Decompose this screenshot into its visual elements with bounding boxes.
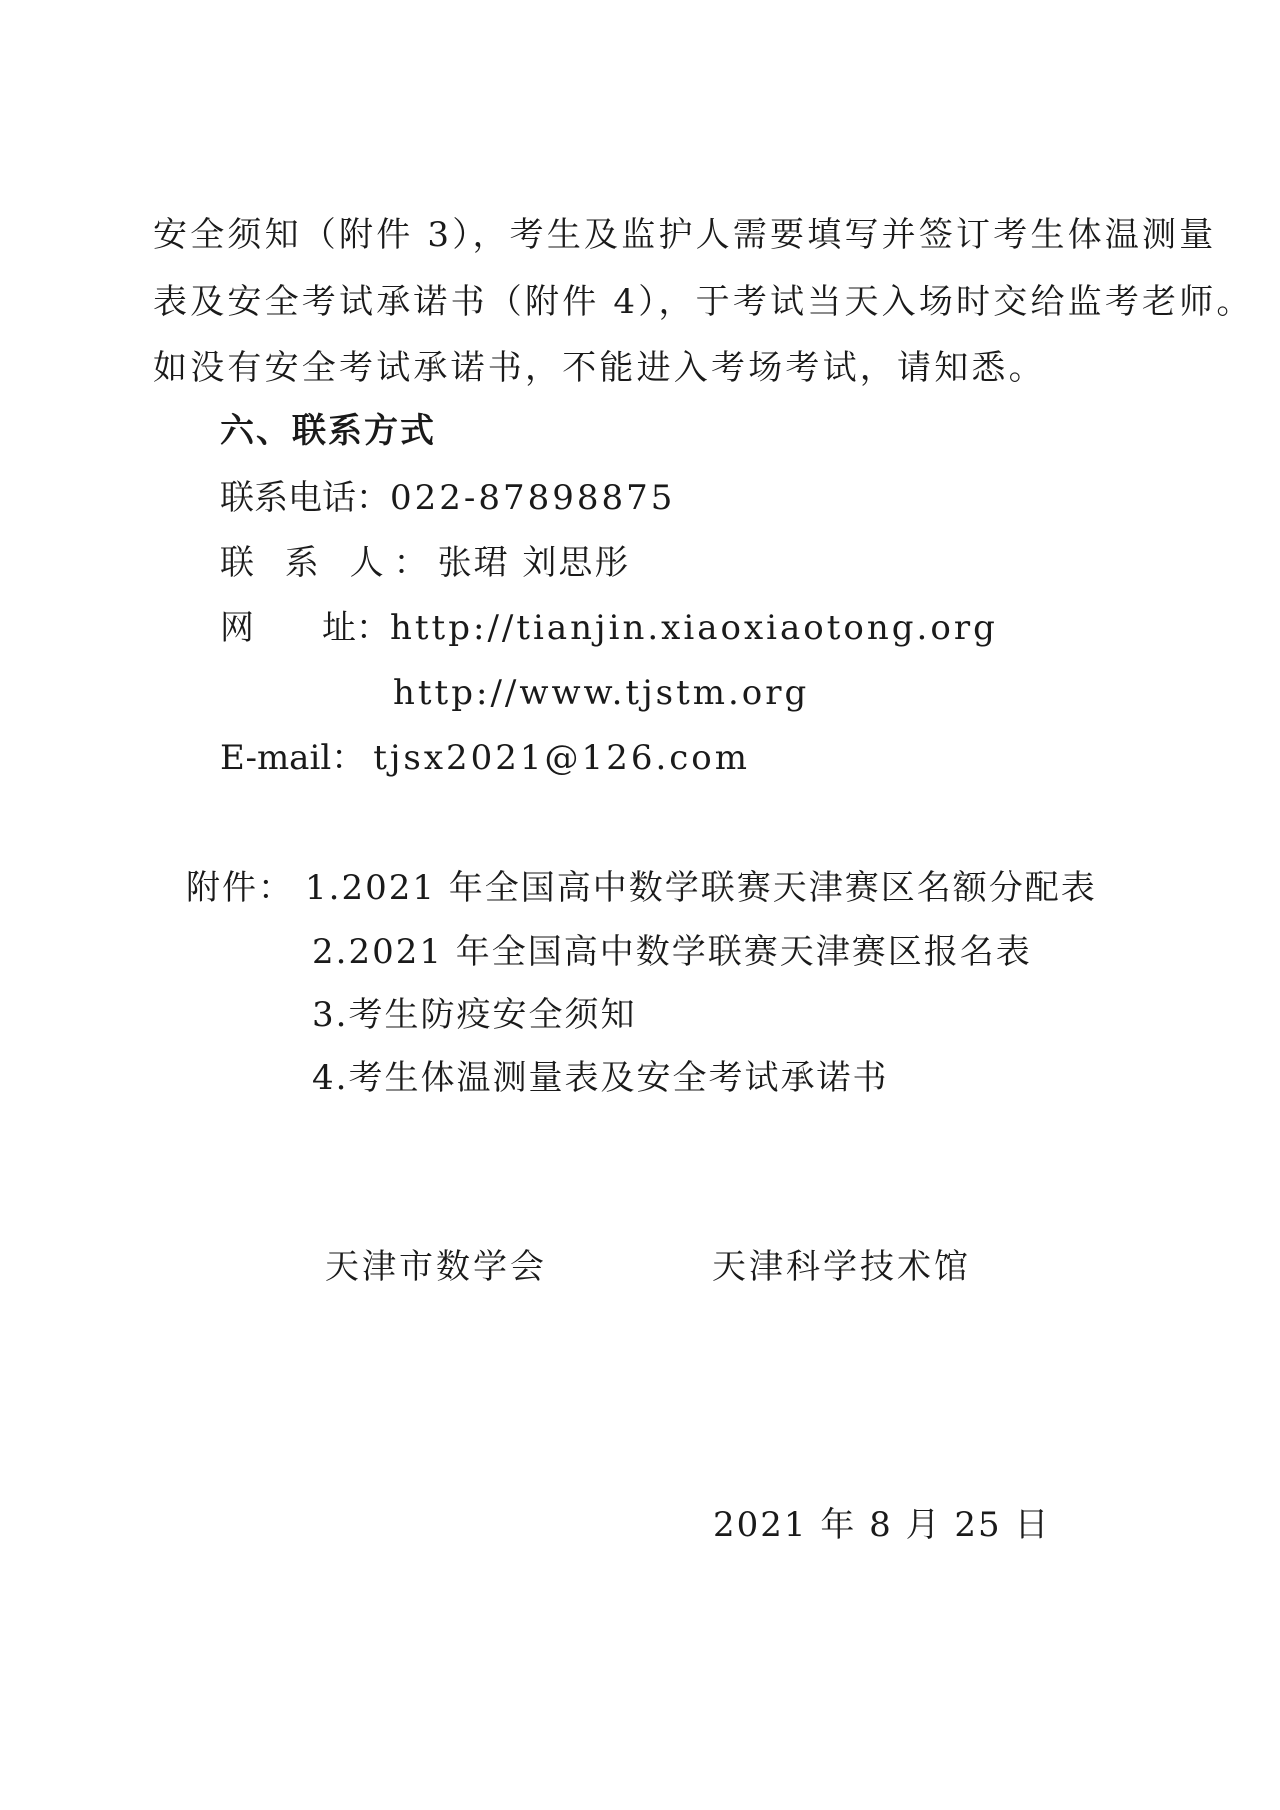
attachment-item-3: 3.考生防疫安全须知 bbox=[312, 995, 637, 1035]
contact-email-link[interactable]: tjsx2021@126.com bbox=[373, 738, 751, 778]
body-paragraph-line-3: 如没有安全考试承诺书，不能进入考场考试，请知悉。 bbox=[153, 348, 1046, 388]
contact-phone-row bbox=[220, 478, 675, 518]
contact-person-value: 张珺 刘思彤 bbox=[437, 543, 631, 583]
contact-website-link-1[interactable]: http://tianjin.xiaoxiaotong.org bbox=[390, 608, 998, 648]
contact-website-link-2[interactable]: http://www.tjstm.org bbox=[393, 673, 810, 713]
contact-person-label: 联 系 人： bbox=[220, 543, 438, 583]
body-paragraph-line-2: 表及安全考试承诺书（附件 4），于考试当天入场时交给监考老师。 bbox=[153, 282, 1254, 322]
contact-website-row bbox=[220, 608, 998, 648]
attachment-item-2: 2.2021 年全国高中数学联赛天津赛区报名表 bbox=[312, 932, 1032, 972]
contact-email-label: E-mail： bbox=[220, 738, 366, 778]
attachment-item-4: 4.考生体温测量表及安全考试承诺书 bbox=[312, 1058, 889, 1098]
section-heading-contact: 六、联系方式 bbox=[220, 411, 436, 451]
body-paragraph-line-1: 安全须知（附件 3），考生及监护人需要填写并签订考生体温测量 bbox=[153, 215, 1217, 255]
contact-person-row bbox=[220, 543, 630, 583]
document-date: 2021 年 8 月 25 日 bbox=[713, 1505, 1051, 1545]
signature-org-2: 天津科学技术馆 bbox=[712, 1247, 971, 1287]
contact-phone-label: 联系电话： bbox=[220, 478, 390, 518]
contact-website-label: 网 址： bbox=[220, 608, 390, 648]
attachments-label: 附件： bbox=[186, 868, 294, 908]
attachment-item-1: 1.2021 年全国高中数学联赛天津赛区名额分配表 bbox=[305, 868, 1097, 908]
contact-phone-value: 022-87898875 bbox=[390, 478, 676, 518]
signature-org-1: 天津市数学会 bbox=[325, 1247, 547, 1287]
contact-email-row bbox=[220, 738, 750, 778]
